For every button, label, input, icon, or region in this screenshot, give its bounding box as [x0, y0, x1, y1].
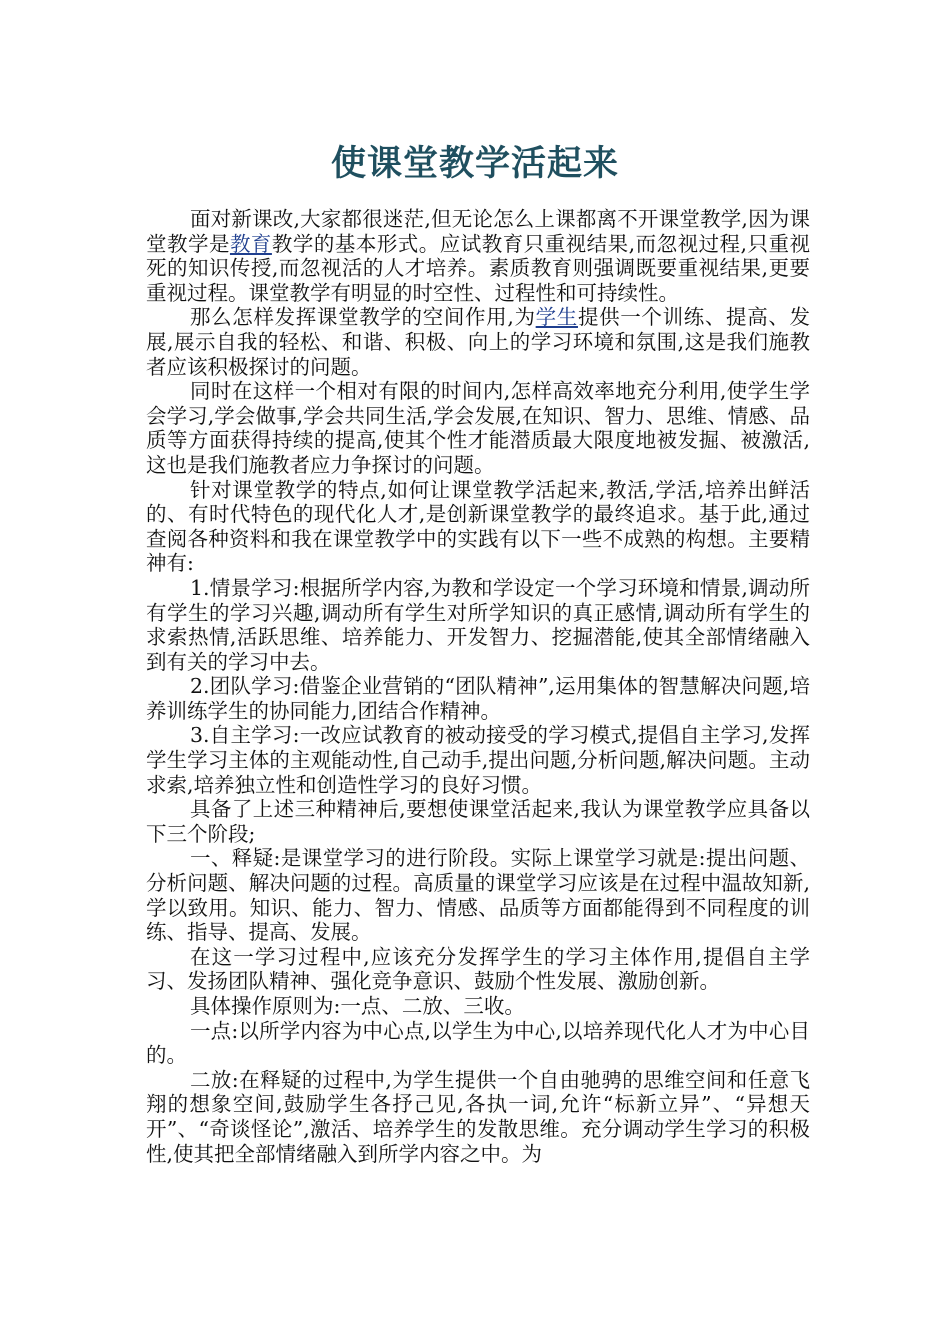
paragraph-point-two: 二放:在释疑的过程中,为学生提供一个自由驰骋的思维空间和任意飞翔的想象空间,鼓励学生各抒己见,各执一词,允许“标新立异”、“异想天开”、“奇谈怪论”,激活、培养学生的发散思维。充分调动学生学习的积极性,使其把全部情绪融入到所学内容之中。为: [146, 1067, 810, 1166]
paragraph-spirit-1: 1.情景学习:根据所学内容,为教和学设定一个学习环境和情景,调动所有学生的学习兴趣,调动所有学生对所学知识的真正感情,调动所有学生的求索热情,活跃思维、培养能力、开发智力、挖掘潜能,使其全部情绪融入到有关的学习中去。: [146, 575, 810, 674]
document-title: 使课堂教学活起来: [330, 143, 619, 184]
paragraph-spirit-3: 3.自主学习:一改应试教育的被动接受的学习模式,提倡自主学习,发挥学生学习主体的主观能动性,自己动手,提出问题,分析问题,解决问题。主动求索,培养独立性和创造性学习的良好习惯。: [146, 723, 810, 797]
paragraph: 在这一学习过程中,应该充分发挥学生的学习主体作用,提倡自主学习、发扬团队精神、强化竞争意识、鼓励个性发展、激励创新。: [146, 944, 810, 994]
link-education[interactable]: 教育: [229, 231, 272, 256]
document-body: [146, 207, 810, 1166]
paragraph-text: 教学的基本形式。应试教育只重视结果,而忽视过程,只重视死的知识传授,而忽视活的人才培养。素质教育则强调既要重视结果,更要重视过程。课堂教学有明显的时空性、过程性和可持续性。: [146, 231, 811, 305]
paragraph-spirit-2: 2.团队学习:借鉴企业营销的“团队精神”,运用集体的智慧解决问题,培养训练学生的协同能力,团结合作精神。: [146, 674, 810, 723]
paragraph-stage-1: 一、释疑:是课堂学习的进行阶段。实际上课堂学习就是:提出问题、分析问题、解决问题的过程。高质量的课堂学习应该是在过程中温故知新,学以致用。知识、能力、智力、情感、品质等方面都能得到不同程度的训练、指导、提高、发展。: [146, 846, 810, 945]
paragraph: 具备了上述三种精神后,要想使课堂活起来,我认为课堂教学应具备以下三个阶段;: [146, 797, 810, 846]
paragraph-text: 那么怎样发挥课堂教学的空间作用,为: [190, 305, 536, 330]
paragraph: 同时在这样一个相对有限的时间内,怎样高效率地充分利用,使学生学会学习,学会做事,学会共同生活,学会发展,在知识、智力、思维、情感、品质等方面获得持续的提高,使其个性才能潜质最大限度地被发掘、被激活,这也是我们施教者应力争探讨的问题。: [146, 379, 810, 477]
paragraph-point-one: 一点:以所学内容为中心点,以学生为中心,以培养现代化人才为中心目的。: [146, 1018, 810, 1068]
link-students[interactable]: 学生: [535, 305, 578, 330]
paragraph-principles: 具体操作原则为:一点、二放、三收。: [190, 994, 525, 1018]
paragraph-intro: [146, 207, 810, 305]
paragraph-text: 面对新课改,大家都很迷茫,但无论怎么上课都离不开课堂教学,因为课堂教学是: [146, 207, 810, 256]
paragraph-text: 提供一个训练、提高、发展,展示自我的轻松、和谐、积极、向上的学习环境和氛围,这是我们施教者应该积极探讨的问题。: [146, 305, 811, 379]
paragraph: 针对课堂教学的特点,如何让课堂教学活起来,教活,学活,培养出鲜活的、有时代特色的现代化人才,是创新课堂教学的最终追求。基于此,通过查阅各种资料和我在课堂教学中的实践有以下一些不成熟的构想。主要精神有:: [146, 477, 810, 576]
paragraph-question: [146, 305, 810, 379]
